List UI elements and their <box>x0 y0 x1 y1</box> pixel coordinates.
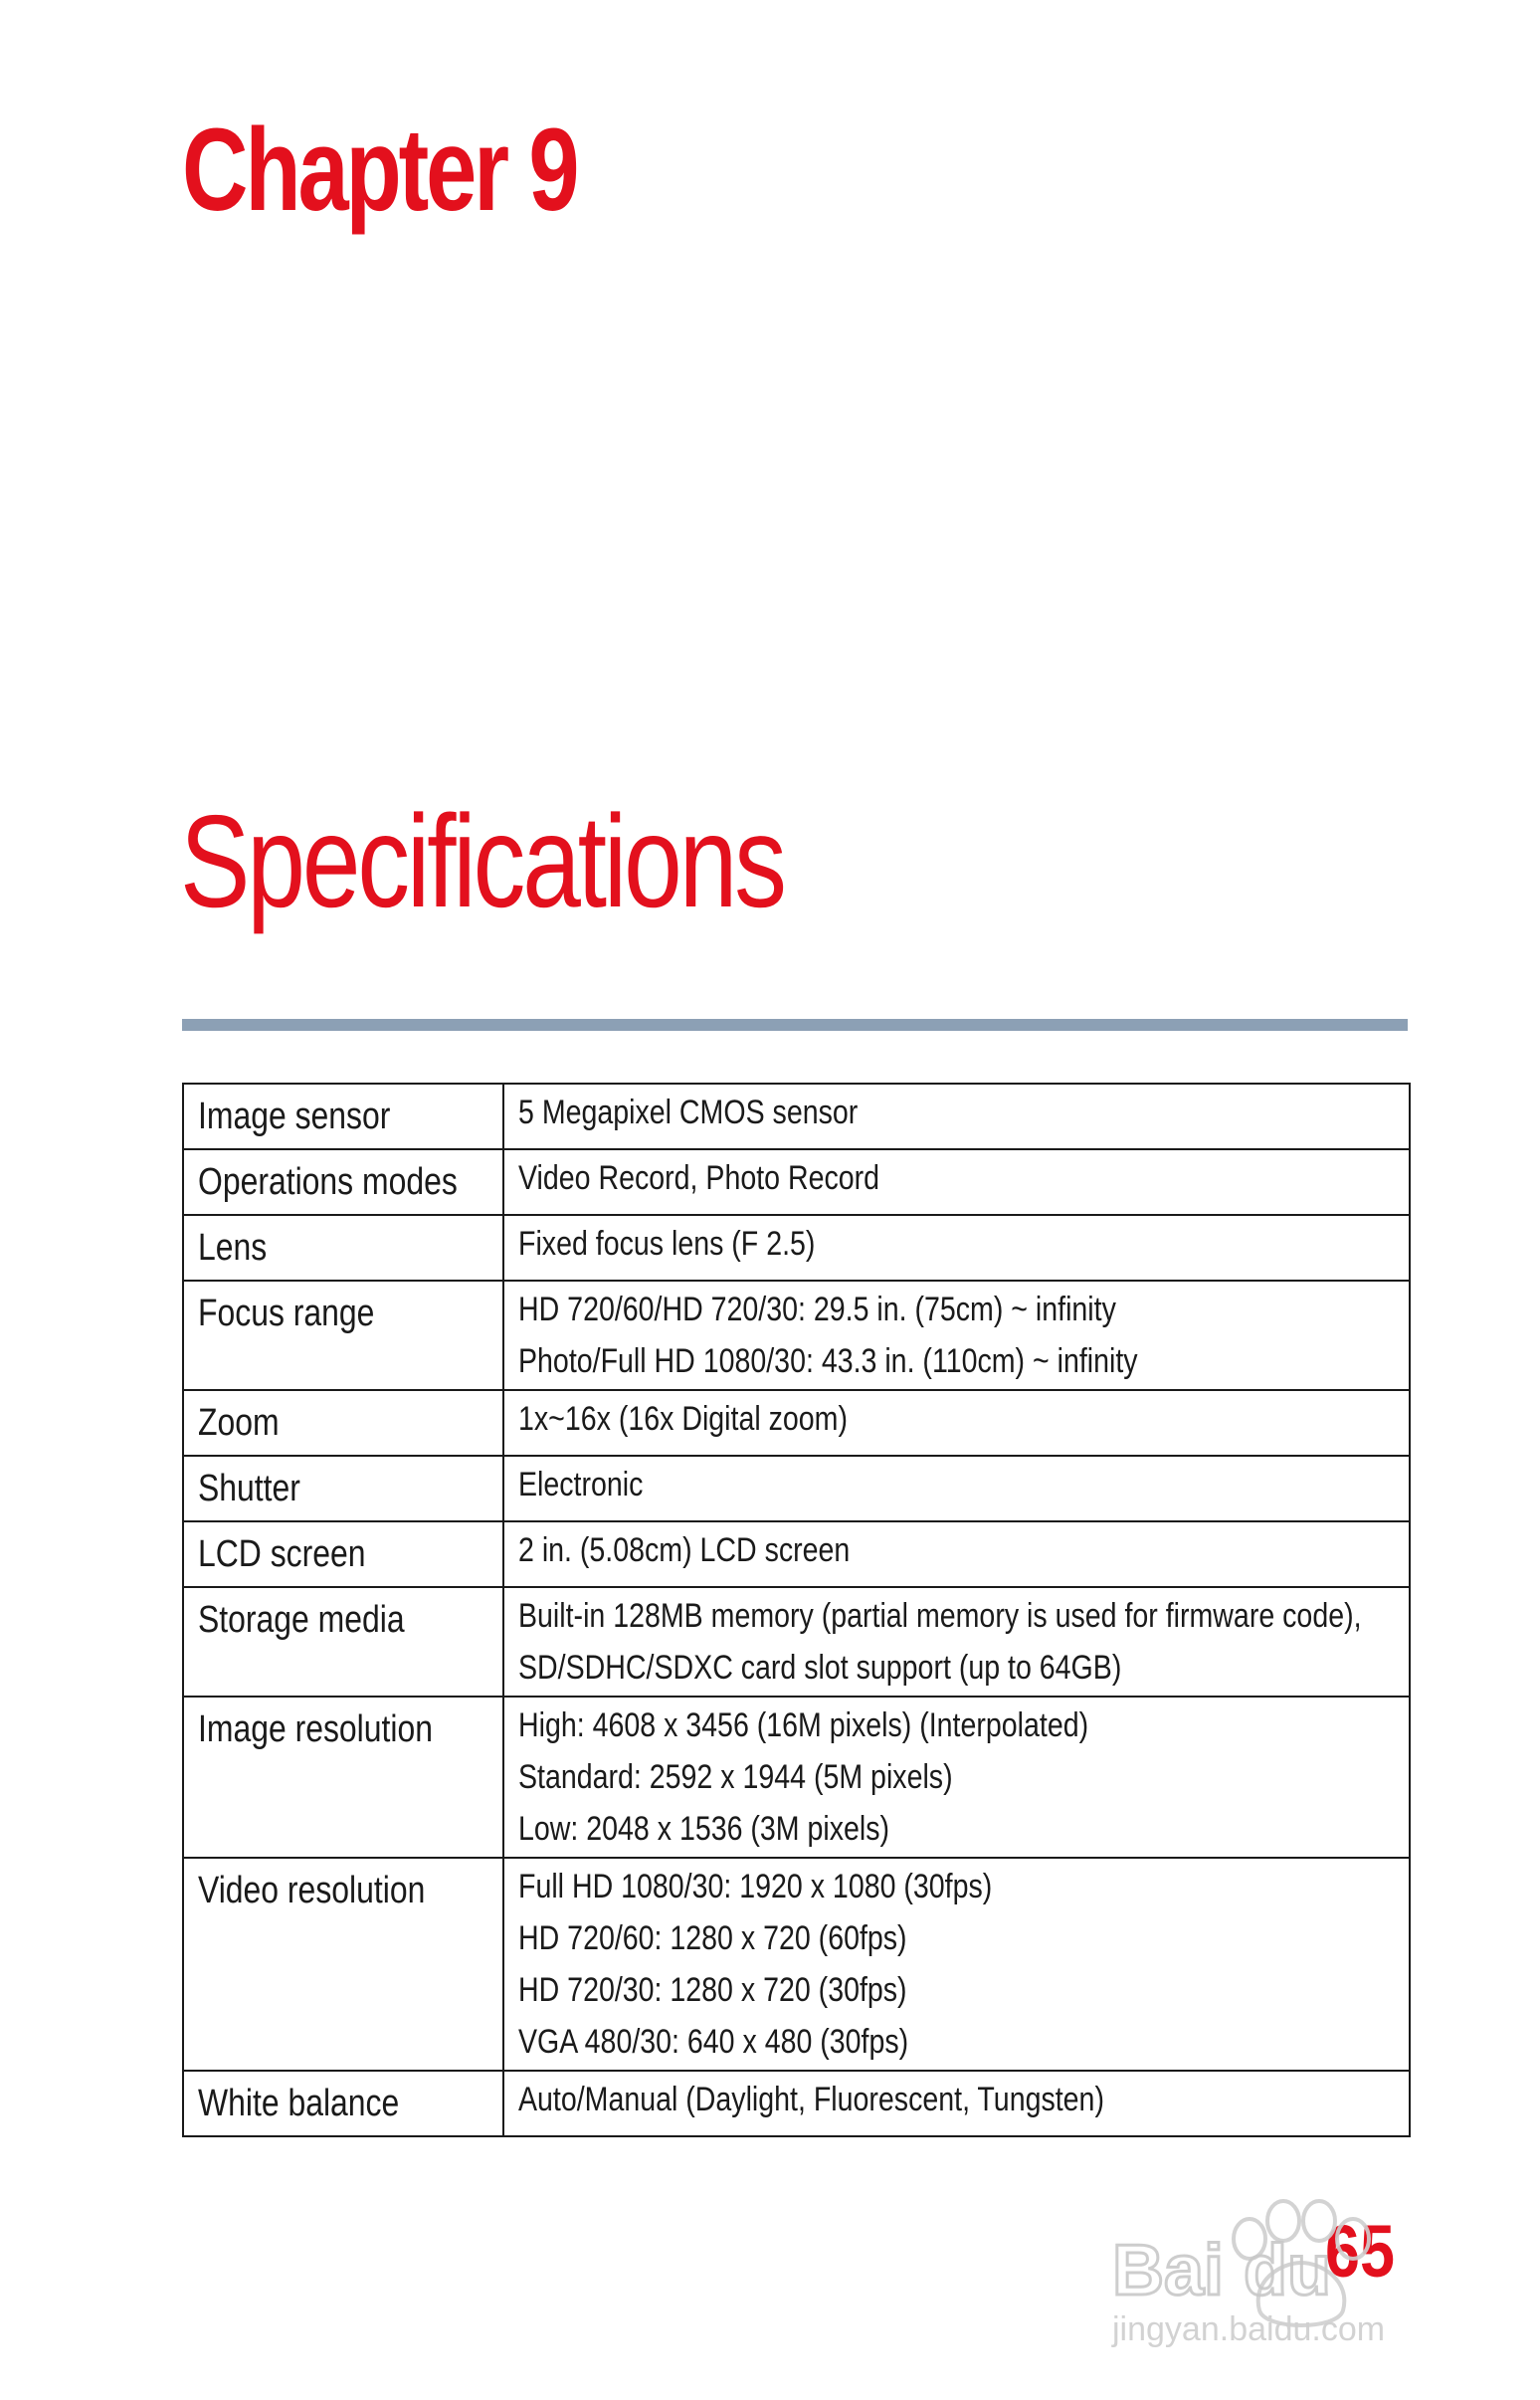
spec-row <box>183 1521 1410 1587</box>
spec-label: Operations modes <box>198 1161 458 1203</box>
spec-row <box>183 1281 1410 1390</box>
specifications-table <box>182 1083 1411 2137</box>
spec-value-cell <box>503 2071 1410 2136</box>
spec-value-cell <box>503 1587 1410 1697</box>
page-number: 65 <box>1325 2210 1395 2293</box>
spec-label-cell <box>183 1858 503 2071</box>
watermark-url-text: jingyan.baidu.com <box>1112 2310 1386 2348</box>
spec-value-cell <box>503 1697 1410 1858</box>
spec-value: VGA 480/30: 640 x 480 (30fps) <box>518 2023 909 2061</box>
spec-label-cell <box>183 1587 503 1697</box>
spec-row <box>183 1456 1410 1521</box>
spec-label-cell <box>183 1697 503 1858</box>
spec-label: Lens <box>198 1227 268 1269</box>
spec-value: Auto/Manual (Daylight, Fluorescent, Tungsten) <box>518 2081 1104 2118</box>
spec-value-cell <box>503 1858 1410 2071</box>
title-rule <box>182 1019 1408 1031</box>
spec-label-cell <box>183 1521 503 1587</box>
spec-value: Standard: 2592 x 1944 (5M pixels) <box>518 1758 953 1796</box>
spec-value-cell <box>503 1521 1410 1587</box>
spec-value: HD 720/60: 1280 x 720 (60fps) <box>518 1919 907 1957</box>
chapter-label: Chapter 9 <box>182 104 577 236</box>
spec-row <box>183 1858 1410 2071</box>
spec-value: Low: 2048 x 1536 (3M pixels) <box>518 1810 890 1848</box>
spec-label: LCD screen <box>198 1533 366 1575</box>
spec-value: Built-in 128MB memory (partial memory is used for firmware code), <box>518 1597 1362 1635</box>
spec-label-cell <box>183 1215 503 1281</box>
spec-label-cell <box>183 2071 503 2136</box>
spec-label: Shutter <box>198 1468 300 1509</box>
spec-value: 1x~16x (16x Digital zoom) <box>518 1400 848 1438</box>
spec-value-cell <box>503 1281 1410 1390</box>
spec-value-cell <box>503 1149 1410 1215</box>
spec-label: Image sensor <box>198 1096 391 1137</box>
spec-value: Photo/Full HD 1080/30: 43.3 in. (110cm) ~ infinity <box>518 1342 1138 1380</box>
spec-value-cell <box>503 1456 1410 1521</box>
spec-value: Full HD 1080/30: 1920 x 1080 (30fps) <box>518 1868 993 1905</box>
spec-value-cell <box>503 1084 1410 1149</box>
spec-value: 2 in. (5.08cm) LCD screen <box>518 1531 851 1569</box>
spec-row <box>183 1697 1410 1858</box>
spec-value: HD 720/60/HD 720/30: 29.5 in. (75cm) ~ infinity <box>518 1291 1116 1328</box>
spec-value: Video Record, Photo Record <box>518 1159 880 1197</box>
spec-value: HD 720/30: 1280 x 720 (30fps) <box>518 1971 907 2009</box>
spec-value-cell <box>503 1215 1410 1281</box>
spec-label: Focus range <box>198 1293 375 1334</box>
spec-value: Fixed focus lens (F 2.5) <box>518 1225 816 1263</box>
specifications-table-body <box>183 1084 1410 2136</box>
spec-label-cell <box>183 1149 503 1215</box>
spec-label: Storage media <box>198 1599 405 1641</box>
spec-label-cell <box>183 1456 503 1521</box>
spec-label: Image resolution <box>198 1708 433 1750</box>
spec-value: Electronic <box>518 1466 644 1503</box>
spec-value: High: 4608 x 3456 (16M pixels) (Interpolated) <box>518 1706 1089 1744</box>
baidu-watermark-logo <box>1102 2171 1460 2350</box>
spec-row <box>183 1149 1410 1215</box>
spec-value: SD/SDHC/SDXC card slot support (up to 64GB) <box>518 1649 1122 1687</box>
spec-value-cell <box>503 1390 1410 1456</box>
spec-label-cell <box>183 1281 503 1390</box>
spec-row <box>183 1084 1410 1149</box>
spec-row <box>183 1587 1410 1697</box>
spec-row <box>183 2071 1410 2136</box>
page-title: Specifications <box>180 788 784 934</box>
spec-row <box>183 1215 1410 1281</box>
spec-label: Video resolution <box>198 1870 426 1911</box>
watermark-brand-text: Bai du <box>1112 2231 1332 2310</box>
spec-row <box>183 1390 1410 1456</box>
spec-label-cell <box>183 1390 503 1456</box>
spec-value: 5 Megapixel CMOS sensor <box>518 1094 859 1131</box>
spec-label: White balance <box>198 2083 400 2124</box>
spec-label-cell <box>183 1084 503 1149</box>
spec-label: Zoom <box>198 1402 280 1444</box>
